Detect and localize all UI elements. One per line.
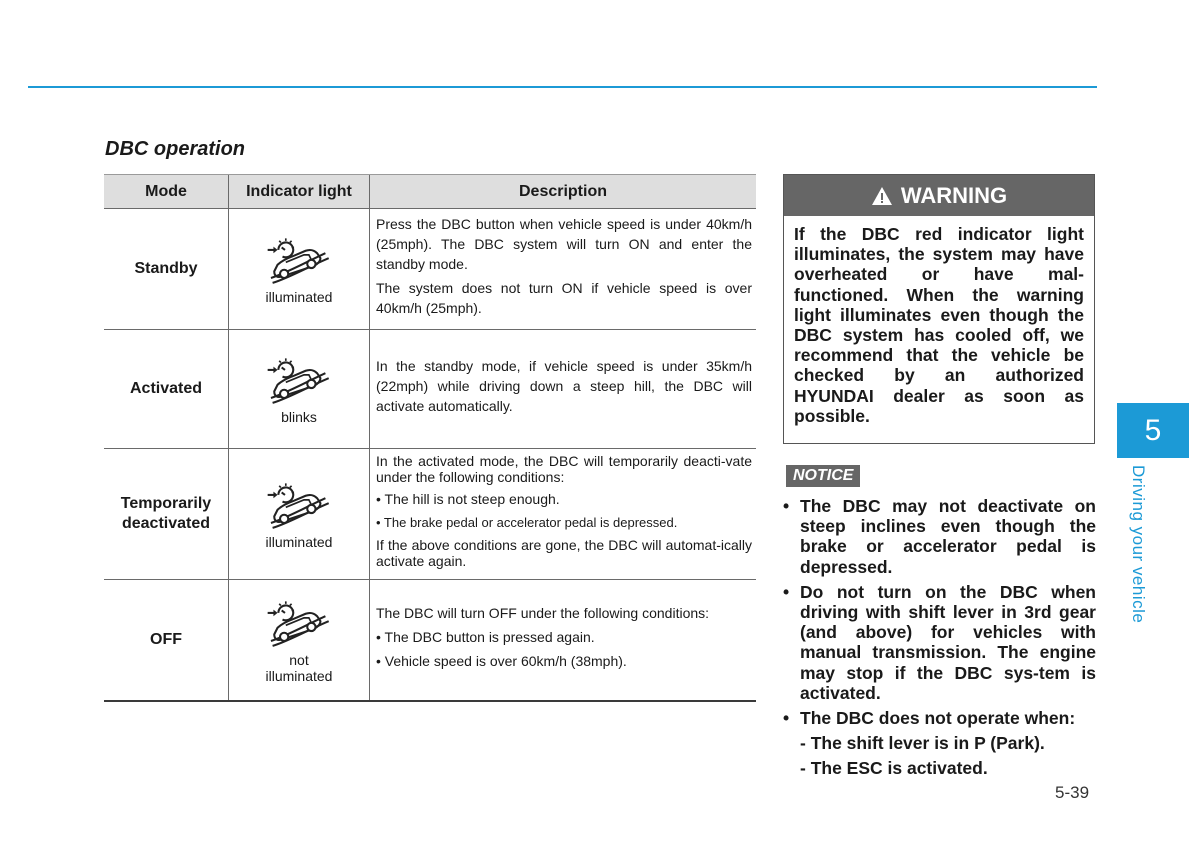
description-text: The system does not turn ON if vehicle speed is over 40km/h (25mph). xyxy=(376,280,752,316)
dbc-operation-table xyxy=(104,174,756,702)
description-text: • The hill is not steep enough. xyxy=(376,491,560,507)
description-text: • The DBC button is pressed again. xyxy=(376,629,595,645)
notice-badge: NOTICE xyxy=(786,465,860,487)
dbc-car-downhill-icon xyxy=(266,478,332,530)
indicator-status: illuminated xyxy=(265,534,333,550)
indicator-cell xyxy=(229,209,370,330)
warning-text: If the DBC red indicator light illuminates, the system may have overheated or have mal-functioned. When the warning light illuminates even though the DBC system has cooled off, we recommend that the vehicle be checked by an authorized HYUNDAI dealer as soon as possible. xyxy=(794,224,1084,426)
description-cell xyxy=(370,209,757,330)
description-text: Press the DBC button when vehicle speed is under 40km/h (25mph). The DBC system will turn ON and enter the standby mode. xyxy=(376,216,752,272)
warning-box xyxy=(783,174,1095,444)
description-text: In the activated mode, the DBC will temporarily deacti-vate under the following conditions: xyxy=(376,453,752,485)
indicator-cell xyxy=(229,449,370,580)
indicator-status: blinks xyxy=(281,409,317,425)
notice-list xyxy=(783,496,1096,784)
column-header-mode: Mode xyxy=(104,175,229,209)
indicator-cell xyxy=(229,330,370,449)
page-number: 5-39 xyxy=(1055,783,1090,802)
column-header-description: Description xyxy=(370,175,757,209)
indicator-status: illuminated xyxy=(265,289,333,305)
description-text: In the standby mode, if vehicle speed is under 35km/h (22mph) while driving down a steep hill, the DBC will activate automatically. xyxy=(376,358,752,414)
description-text: The DBC will turn OFF under the following conditions: xyxy=(376,605,710,621)
table-row-off xyxy=(104,580,756,702)
section-title: DBC operation xyxy=(105,138,245,160)
indicator-status: not illuminated xyxy=(265,652,333,684)
table-row-activated xyxy=(104,330,756,449)
column-header-indicator: Indicator light xyxy=(229,175,370,209)
notice-sub-item: - The shift lever is in P (Park). xyxy=(800,733,1045,754)
warning-header xyxy=(784,175,1094,216)
description-text: • The brake pedal or accelerator pedal is depressed. xyxy=(376,515,678,530)
chapter-number-tab: 5 xyxy=(1117,403,1189,458)
dbc-car-downhill-icon xyxy=(266,233,332,285)
mode-cell: Standby xyxy=(104,209,229,330)
notice-sub-item: - The ESC is activated. xyxy=(800,758,988,779)
description-cell xyxy=(370,330,757,449)
mode-cell: Temporarily deactivated xyxy=(104,449,229,580)
description-text: • Vehicle speed is over 60km/h (38mph). xyxy=(376,653,627,669)
indicator-cell xyxy=(229,580,370,702)
mode-cell: Activated xyxy=(104,330,229,449)
notice-item: • Do not turn on the DBC when driving with shift lever in 3rd gear (and above) for vehicles with manual transmission. The engine may stop if the DBC sys-tem is activated. xyxy=(783,581,1096,703)
table-row-temporarily-deactivated xyxy=(104,449,756,580)
description-text: If the above conditions are gone, the DBC will automat-ically activate again. xyxy=(376,537,752,569)
warning-title: WARNING xyxy=(900,182,1008,208)
notice-item: • The DBC does not operate when: - The shift lever is in P (Park). - The ESC is activated. xyxy=(783,708,1096,779)
table-header-row xyxy=(104,175,756,209)
mode-cell: OFF xyxy=(104,580,229,702)
description-cell xyxy=(370,449,757,580)
dbc-car-downhill-icon xyxy=(266,596,332,648)
chapter-label: Driving your vehicle xyxy=(1129,465,1148,624)
top-rule xyxy=(28,86,1097,88)
warning-triangle-icon xyxy=(871,186,893,206)
description-cell xyxy=(370,580,757,702)
dbc-car-downhill-icon xyxy=(266,353,332,405)
table-row-standby xyxy=(104,209,756,330)
notice-item: • The DBC may not deactivate on steep inclines even though the brake or accelerator pedal is depressed. xyxy=(783,496,1096,577)
